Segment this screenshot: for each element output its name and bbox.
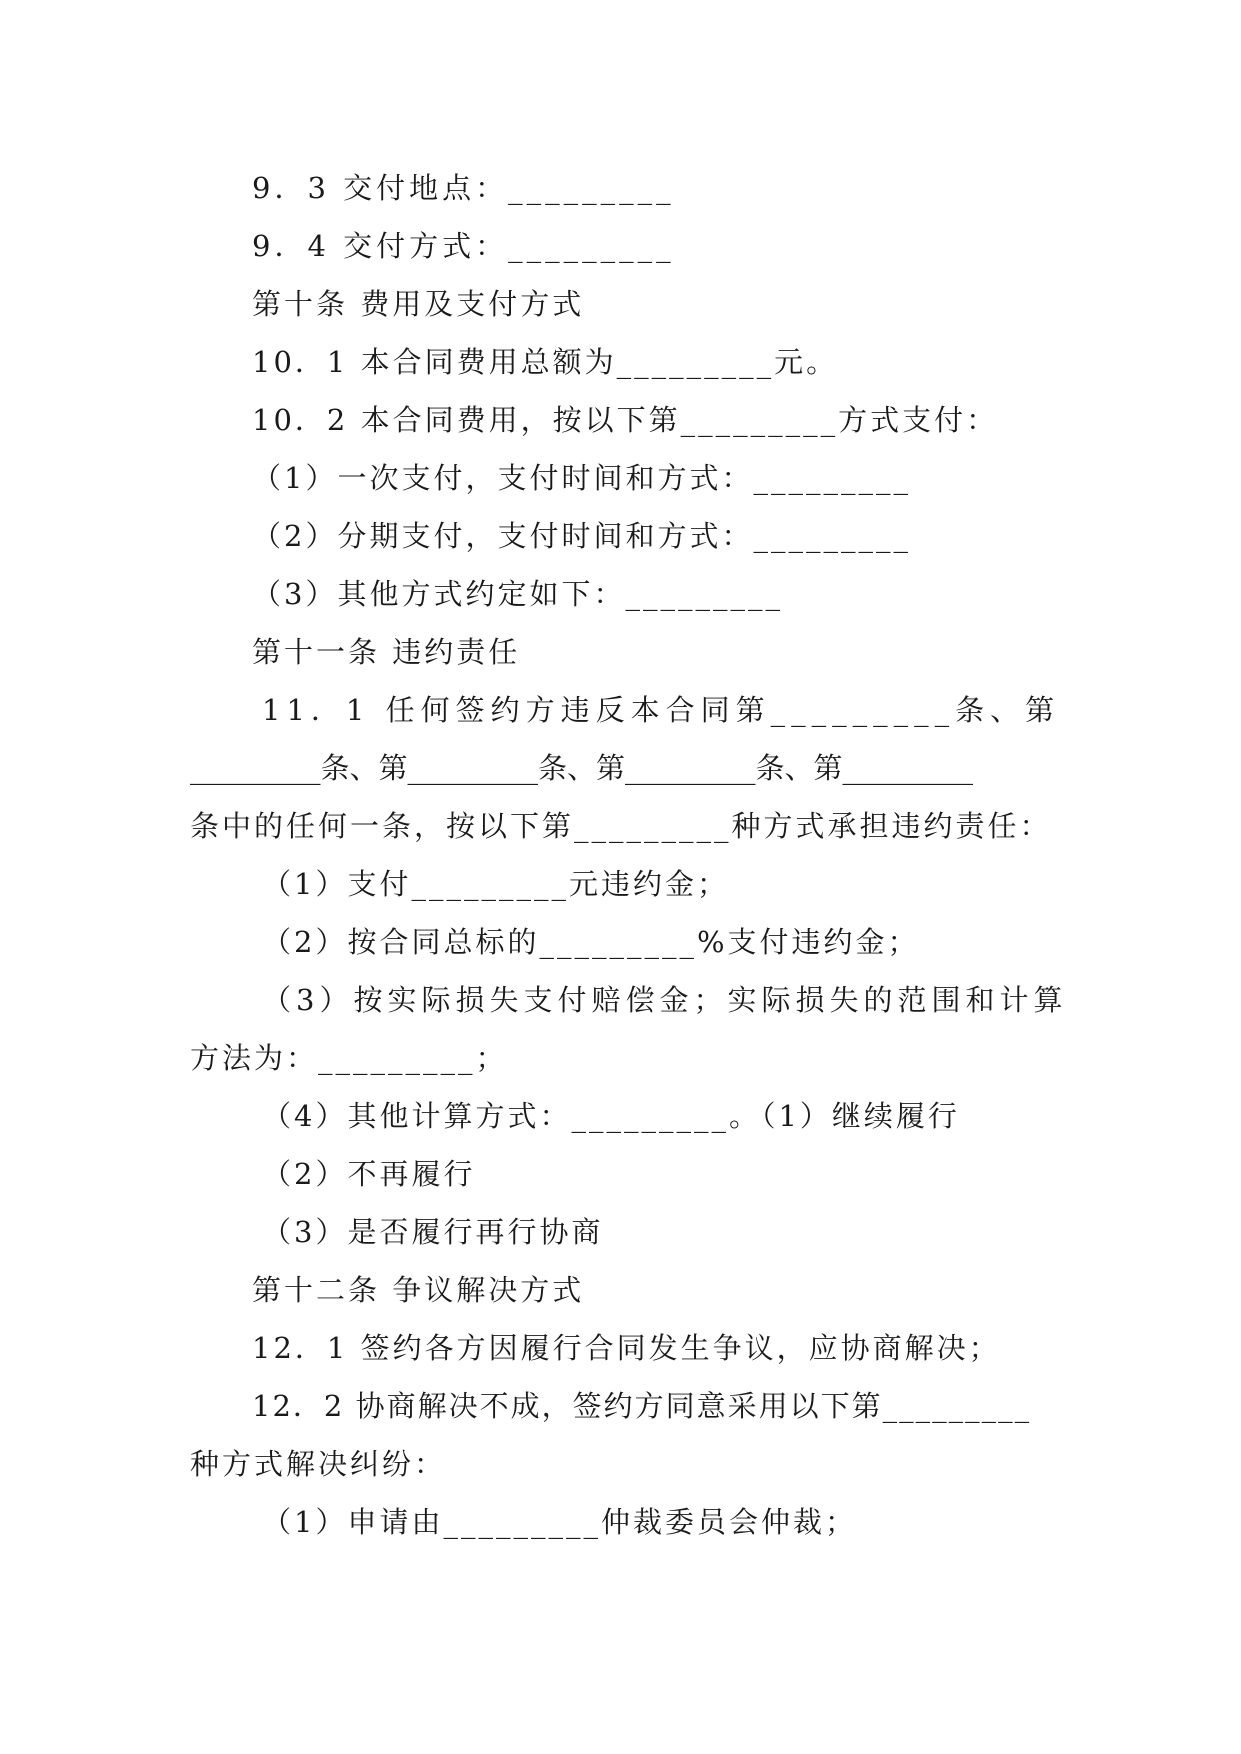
liability-option-4: （4）其他计算方式：_________。（1）继续履行 — [262, 1099, 960, 1133]
clause-10-2: 10．2 本合同费用，按以下第_________方式支付： — [252, 403, 999, 437]
performance-option-2: （2）不再履行 — [262, 1157, 476, 1191]
liability-option-3-line-2: 方法为：_________； — [190, 1041, 508, 1075]
clause-9-4: 9．4 交付方式：_________ — [252, 229, 675, 263]
clause-12-2-line-1: 12．2 协商解决不成，签约方同意采用以下第_________ — [252, 1389, 1032, 1423]
clause-11-1-line-3: 条中的任何一条，按以下第_________种方式承担违约责任： — [190, 809, 1052, 843]
clause-12-1: 12．1 签约各方因履行合同发生争议，应协商解决； — [252, 1331, 1001, 1365]
clause-9-3: 9．3 交付地点：_________ — [252, 171, 675, 205]
payment-option-2: （2）分期支付，支付时间和方式：_________ — [252, 519, 911, 553]
clause-10-1: 10．1 本合同费用总额为_________元。 — [252, 345, 839, 379]
dispute-option-1: （1）申请由_________仲裁委员会仲裁； — [262, 1505, 857, 1539]
liability-option-3-line-1: （3）按实际损失支付赔偿金；实际损失的范围和计算 — [262, 983, 1068, 1017]
performance-option-3: （3）是否履行再行协商 — [262, 1215, 604, 1249]
payment-option-1: （1）一次支付，支付时间和方式：_________ — [252, 461, 911, 495]
clause-12-2-line-2: 种方式解决纠纷： — [190, 1447, 447, 1481]
article-11-heading: 第十一条 违约责任 — [252, 635, 521, 669]
payment-option-3: （3）其他方式约定如下：_________ — [252, 577, 783, 611]
article-10-heading: 第十条 费用及支付方式 — [252, 287, 585, 321]
liability-option-1: （1）支付_________元违约金； — [262, 867, 729, 901]
liability-option-2: （2）按合同总标的_________%支付违约金； — [262, 925, 920, 959]
article-12-heading: 第十二条 争议解决方式 — [252, 1273, 585, 1307]
clause-11-1-line-1: 11．1 任何签约方违反本合同第_________条、第 — [262, 693, 1061, 727]
clause-11-1-line-2: _________条、第_________条、第_________条、第_________ — [190, 751, 974, 785]
